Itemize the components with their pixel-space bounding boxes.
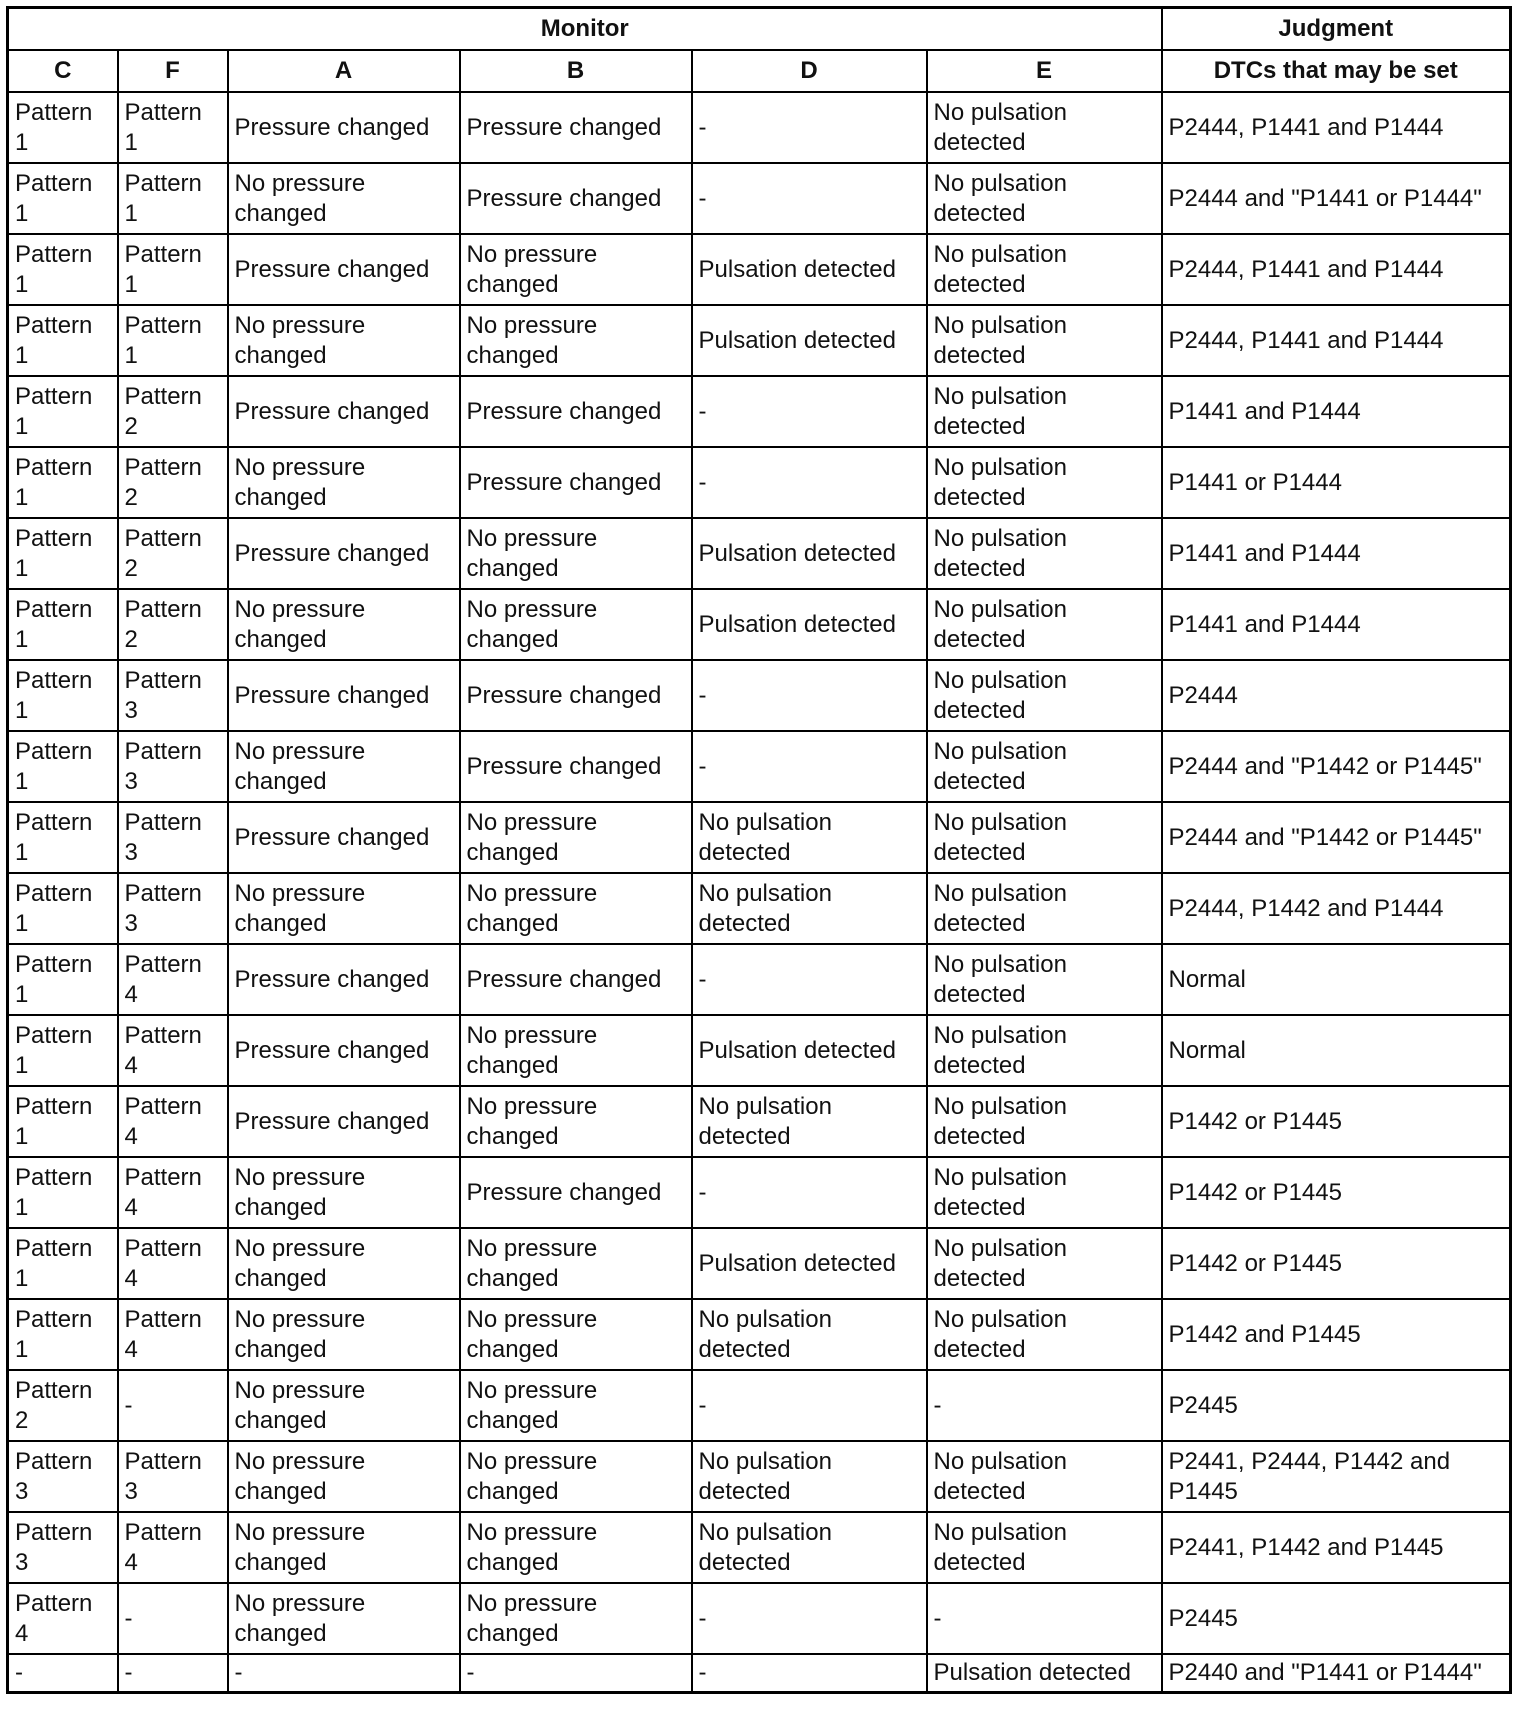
column-header-b: B xyxy=(460,50,692,92)
cell-b: Pressure changed xyxy=(460,1157,692,1228)
cell-dtcs: P2444, P1441 and P1444 xyxy=(1162,305,1511,376)
table-row xyxy=(8,873,1511,944)
cell-e: - xyxy=(927,1370,1162,1441)
cell-b: No pressure changed xyxy=(460,873,692,944)
cell-f: Pattern 2 xyxy=(118,447,228,518)
cell-d: No pulsation detected xyxy=(692,802,927,873)
table-row xyxy=(8,1157,1511,1228)
cell-f: Pattern 4 xyxy=(118,944,228,1015)
cell-d: - xyxy=(692,1370,927,1441)
cell-f: Pattern 4 xyxy=(118,1299,228,1370)
cell-f: Pattern 3 xyxy=(118,802,228,873)
column-header-f: F xyxy=(118,50,228,92)
cell-c: Pattern 1 xyxy=(8,1228,118,1299)
cell-a: No pressure changed xyxy=(228,1299,460,1370)
judgment-group-header: Judgment xyxy=(1162,8,1511,51)
cell-dtcs: P1441 and P1444 xyxy=(1162,518,1511,589)
cell-b: No pressure changed xyxy=(460,589,692,660)
cell-e: No pulsation detected xyxy=(927,944,1162,1015)
cell-dtcs: Normal xyxy=(1162,944,1511,1015)
cell-c: Pattern 1 xyxy=(8,944,118,1015)
cell-d: - xyxy=(692,1654,927,1693)
cell-a: Pressure changed xyxy=(228,944,460,1015)
cell-c: Pattern 1 xyxy=(8,660,118,731)
cell-dtcs: P1441 or P1444 xyxy=(1162,447,1511,518)
cell-c: Pattern 4 xyxy=(8,1583,118,1654)
table-row xyxy=(8,1299,1511,1370)
cell-f: Pattern 2 xyxy=(118,376,228,447)
cell-b: No pressure changed xyxy=(460,1086,692,1157)
cell-b: No pressure changed xyxy=(460,1512,692,1583)
cell-b: No pressure changed xyxy=(460,1015,692,1086)
cell-d: No pulsation detected xyxy=(692,873,927,944)
table-row xyxy=(8,163,1511,234)
cell-b: No pressure changed xyxy=(460,1299,692,1370)
cell-c: Pattern 1 xyxy=(8,92,118,163)
cell-f: Pattern 1 xyxy=(118,305,228,376)
table-row xyxy=(8,92,1511,163)
cell-d: No pulsation detected xyxy=(692,1512,927,1583)
cell-dtcs: P2444 xyxy=(1162,660,1511,731)
cell-c: Pattern 2 xyxy=(8,1370,118,1441)
table-row xyxy=(8,1441,1511,1512)
table-row xyxy=(8,802,1511,873)
cell-b: Pressure changed xyxy=(460,731,692,802)
cell-f: Pattern 4 xyxy=(118,1086,228,1157)
cell-d: - xyxy=(692,92,927,163)
cell-a: Pressure changed xyxy=(228,660,460,731)
column-header-dtcs: DTCs that may be set xyxy=(1162,50,1511,92)
cell-c: Pattern 1 xyxy=(8,1015,118,1086)
cell-f: Pattern 3 xyxy=(118,731,228,802)
cell-c: Pattern 1 xyxy=(8,163,118,234)
cell-c: Pattern 1 xyxy=(8,731,118,802)
cell-c: Pattern 1 xyxy=(8,589,118,660)
cell-dtcs: P1441 and P1444 xyxy=(1162,589,1511,660)
cell-d: Pulsation detected xyxy=(692,234,927,305)
cell-f: Pattern 4 xyxy=(118,1015,228,1086)
cell-a: - xyxy=(228,1654,460,1693)
table-row xyxy=(8,589,1511,660)
table-row xyxy=(8,447,1511,518)
dtc-judgment-table xyxy=(6,6,1512,1694)
cell-e: No pulsation detected xyxy=(927,447,1162,518)
cell-e: No pulsation detected xyxy=(927,589,1162,660)
cell-a: No pressure changed xyxy=(228,1441,460,1512)
cell-a: Pressure changed xyxy=(228,376,460,447)
cell-f: Pattern 1 xyxy=(118,163,228,234)
cell-e: No pulsation detected xyxy=(927,518,1162,589)
cell-dtcs: P2444, P1442 and P1444 xyxy=(1162,873,1511,944)
cell-dtcs: P2444 and "P1442 or P1445" xyxy=(1162,731,1511,802)
cell-d: - xyxy=(692,447,927,518)
cell-f: - xyxy=(118,1654,228,1693)
cell-a: No pressure changed xyxy=(228,163,460,234)
column-header-e: E xyxy=(927,50,1162,92)
cell-d: - xyxy=(692,1583,927,1654)
cell-b: Pressure changed xyxy=(460,376,692,447)
cell-f: Pattern 2 xyxy=(118,589,228,660)
cell-dtcs: P2445 xyxy=(1162,1583,1511,1654)
table-row xyxy=(8,731,1511,802)
table-row xyxy=(8,1015,1511,1086)
cell-e: - xyxy=(927,1583,1162,1654)
table-row xyxy=(8,1512,1511,1583)
cell-dtcs: P1442 or P1445 xyxy=(1162,1086,1511,1157)
cell-f: Pattern 4 xyxy=(118,1512,228,1583)
column-header-d: D xyxy=(692,50,927,92)
cell-c: Pattern 3 xyxy=(8,1441,118,1512)
cell-dtcs: P1442 or P1445 xyxy=(1162,1228,1511,1299)
cell-dtcs: P2444, P1441 and P1444 xyxy=(1162,234,1511,305)
column-header-a: A xyxy=(228,50,460,92)
cell-e: No pulsation detected xyxy=(927,1086,1162,1157)
group-header-row xyxy=(8,8,1511,51)
cell-d: - xyxy=(692,163,927,234)
cell-dtcs: P1442 and P1445 xyxy=(1162,1299,1511,1370)
cell-b: Pressure changed xyxy=(460,447,692,518)
cell-dtcs: P2445 xyxy=(1162,1370,1511,1441)
cell-f: - xyxy=(118,1583,228,1654)
cell-e: No pulsation detected xyxy=(927,1228,1162,1299)
cell-e: No pulsation detected xyxy=(927,376,1162,447)
cell-c: Pattern 1 xyxy=(8,518,118,589)
cell-a: No pressure changed xyxy=(228,1370,460,1441)
cell-c: Pattern 1 xyxy=(8,305,118,376)
cell-a: No pressure changed xyxy=(228,1583,460,1654)
table-body xyxy=(8,92,1511,1693)
table-row xyxy=(8,305,1511,376)
monitor-group-header: Monitor xyxy=(8,8,1162,51)
cell-f: Pattern 3 xyxy=(118,1441,228,1512)
cell-c: Pattern 1 xyxy=(8,376,118,447)
cell-e: No pulsation detected xyxy=(927,802,1162,873)
cell-a: No pressure changed xyxy=(228,1512,460,1583)
column-header-c: C xyxy=(8,50,118,92)
table-row xyxy=(8,944,1511,1015)
cell-d: - xyxy=(692,376,927,447)
cell-c: Pattern 3 xyxy=(8,1512,118,1583)
cell-c: Pattern 1 xyxy=(8,802,118,873)
table-row xyxy=(8,1370,1511,1441)
cell-c: Pattern 1 xyxy=(8,447,118,518)
cell-b: No pressure changed xyxy=(460,1228,692,1299)
cell-b: No pressure changed xyxy=(460,234,692,305)
cell-e: No pulsation detected xyxy=(927,1299,1162,1370)
cell-f: Pattern 1 xyxy=(118,234,228,305)
cell-dtcs: P2444, P1441 and P1444 xyxy=(1162,92,1511,163)
cell-f: Pattern 4 xyxy=(118,1228,228,1299)
cell-d: Pulsation detected xyxy=(692,589,927,660)
cell-b: No pressure changed xyxy=(460,305,692,376)
cell-f: Pattern 1 xyxy=(118,92,228,163)
cell-a: No pressure changed xyxy=(228,589,460,660)
cell-a: No pressure changed xyxy=(228,1157,460,1228)
cell-d: Pulsation detected xyxy=(692,1228,927,1299)
cell-d: Pulsation detected xyxy=(692,518,927,589)
cell-a: No pressure changed xyxy=(228,447,460,518)
cell-b: - xyxy=(460,1654,692,1693)
cell-b: No pressure changed xyxy=(460,1441,692,1512)
cell-dtcs: P2444 and "P1442 or P1445" xyxy=(1162,802,1511,873)
cell-e: No pulsation detected xyxy=(927,731,1162,802)
cell-dtcs: P2440 and "P1441 or P1444" xyxy=(1162,1654,1511,1693)
cell-c: Pattern 1 xyxy=(8,234,118,305)
cell-e: No pulsation detected xyxy=(927,1157,1162,1228)
table-row xyxy=(8,234,1511,305)
cell-f: - xyxy=(118,1370,228,1441)
cell-b: No pressure changed xyxy=(460,1370,692,1441)
cell-d: Pulsation detected xyxy=(692,305,927,376)
cell-d: Pulsation detected xyxy=(692,1015,927,1086)
cell-a: No pressure changed xyxy=(228,731,460,802)
cell-a: Pressure changed xyxy=(228,92,460,163)
column-header-row xyxy=(8,50,1511,92)
cell-d: No pulsation detected xyxy=(692,1441,927,1512)
cell-b: No pressure changed xyxy=(460,802,692,873)
cell-e: No pulsation detected xyxy=(927,1512,1162,1583)
table-row xyxy=(8,376,1511,447)
cell-b: Pressure changed xyxy=(460,163,692,234)
cell-b: No pressure changed xyxy=(460,1583,692,1654)
cell-c: Pattern 1 xyxy=(8,1299,118,1370)
cell-e: No pulsation detected xyxy=(927,1015,1162,1086)
cell-e: No pulsation detected xyxy=(927,92,1162,163)
cell-a: Pressure changed xyxy=(228,234,460,305)
cell-d: - xyxy=(692,1157,927,1228)
cell-dtcs: P2441, P2444, P1442 and P1445 xyxy=(1162,1441,1511,1512)
cell-d: No pulsation detected xyxy=(692,1086,927,1157)
cell-b: Pressure changed xyxy=(460,92,692,163)
cell-b: No pressure changed xyxy=(460,518,692,589)
cell-e: No pulsation detected xyxy=(927,1441,1162,1512)
table-row xyxy=(8,1654,1511,1693)
table-row xyxy=(8,518,1511,589)
cell-a: Pressure changed xyxy=(228,802,460,873)
cell-d: - xyxy=(692,731,927,802)
cell-e: Pulsation detected xyxy=(927,1654,1162,1693)
cell-d: No pulsation detected xyxy=(692,1299,927,1370)
cell-dtcs: P1441 and P1444 xyxy=(1162,376,1511,447)
cell-a: Pressure changed xyxy=(228,518,460,589)
table-row xyxy=(8,660,1511,731)
cell-e: No pulsation detected xyxy=(927,234,1162,305)
cell-d: - xyxy=(692,944,927,1015)
cell-d: - xyxy=(692,660,927,731)
cell-f: Pattern 4 xyxy=(118,1157,228,1228)
cell-e: No pulsation detected xyxy=(927,305,1162,376)
cell-a: No pressure changed xyxy=(228,873,460,944)
cell-b: Pressure changed xyxy=(460,944,692,1015)
cell-c: Pattern 1 xyxy=(8,1157,118,1228)
cell-dtcs: P2444 and "P1441 or P1444" xyxy=(1162,163,1511,234)
cell-c: - xyxy=(8,1654,118,1693)
cell-a: Pressure changed xyxy=(228,1015,460,1086)
cell-e: No pulsation detected xyxy=(927,163,1162,234)
cell-f: Pattern 3 xyxy=(118,873,228,944)
cell-c: Pattern 1 xyxy=(8,873,118,944)
cell-dtcs: P2441, P1442 and P1445 xyxy=(1162,1512,1511,1583)
cell-f: Pattern 2 xyxy=(118,518,228,589)
cell-e: No pulsation detected xyxy=(927,873,1162,944)
cell-c: Pattern 1 xyxy=(8,1086,118,1157)
table-row xyxy=(8,1086,1511,1157)
cell-b: Pressure changed xyxy=(460,660,692,731)
table-row xyxy=(8,1228,1511,1299)
cell-e: No pulsation detected xyxy=(927,660,1162,731)
cell-a: Pressure changed xyxy=(228,1086,460,1157)
table-row xyxy=(8,1583,1511,1654)
cell-f: Pattern 3 xyxy=(118,660,228,731)
cell-dtcs: P1442 or P1445 xyxy=(1162,1157,1511,1228)
cell-dtcs: Normal xyxy=(1162,1015,1511,1086)
cell-a: No pressure changed xyxy=(228,1228,460,1299)
cell-a: No pressure changed xyxy=(228,305,460,376)
